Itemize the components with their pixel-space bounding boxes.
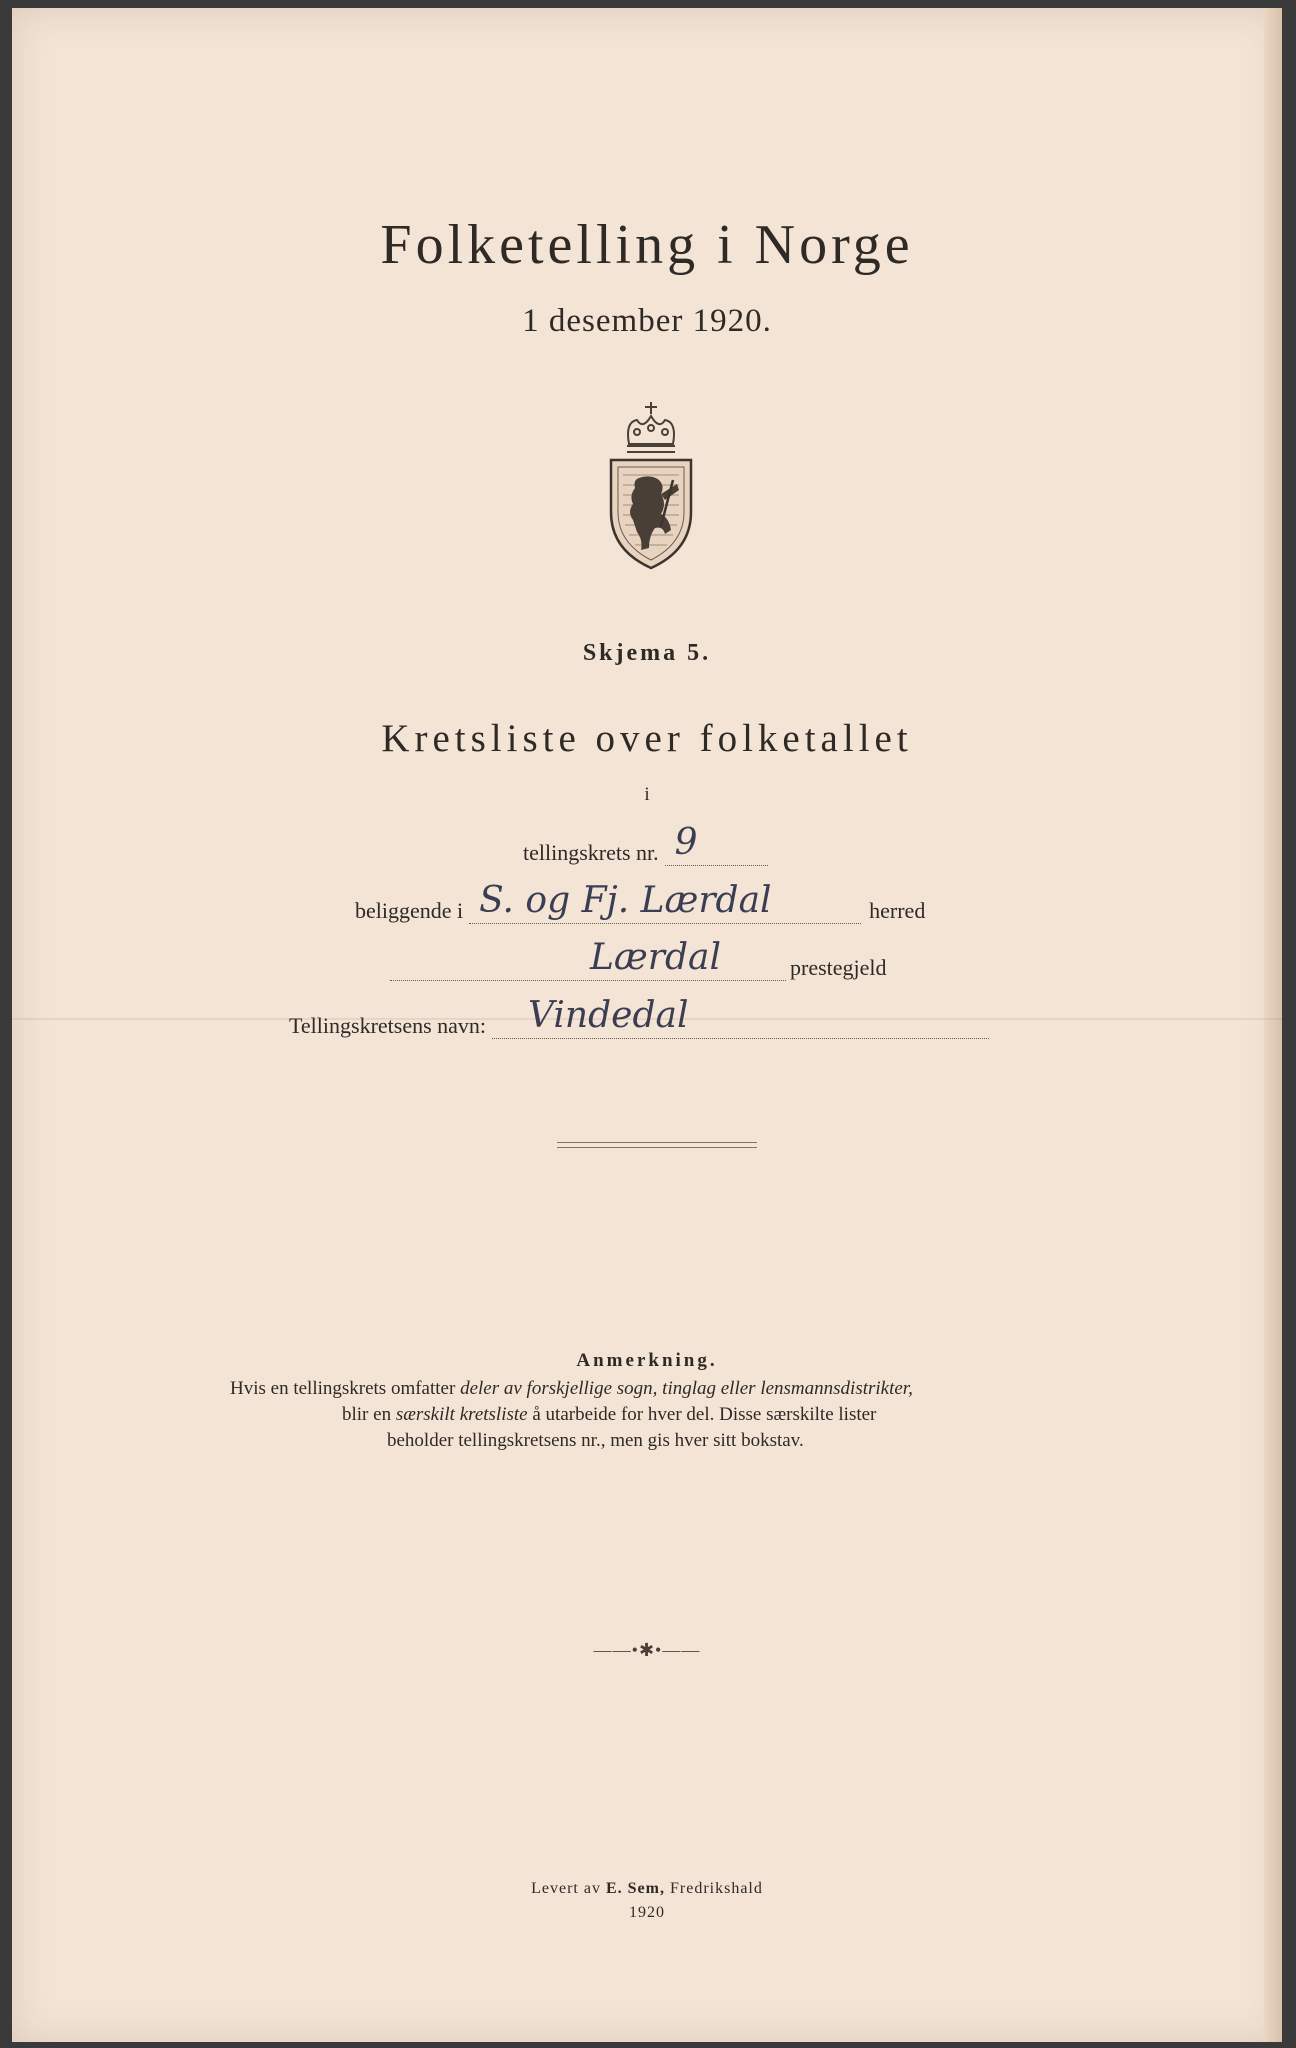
form-heading: Kretsliste over folketallet [381,717,913,760]
parish-value: Lærdal [590,937,721,978]
district-name-line [289,995,989,1039]
district-name-field [492,995,989,1039]
located-line [355,880,926,924]
district-number-value: 9 [674,822,698,863]
district-number-field [665,822,768,866]
census-date: 1 desember 1920. [522,303,772,339]
district-number-label: tellingskrets nr. [523,840,659,865]
note-line-3-text: beholder tellingskretsens nr., men gis hver sitt bokstav. [387,1430,804,1451]
divider-double-rule [557,1142,757,1148]
printer-prefix: Levert av [531,1880,601,1897]
printer-line [12,1880,1282,1898]
schema-number: Skjema 5. [582,640,712,666]
located-label: beliggende i [355,898,464,923]
located-value: S. og Fj. Lærdal [479,880,772,921]
note-line-2-text-a: blir en [342,1404,392,1425]
note-line-2-italic: særskilt kretsliste [395,1404,528,1425]
note-line-2 [342,1404,876,1426]
parish-line [390,937,887,981]
district-number-line [523,822,768,866]
district-name-label: Tellingskretsens navn: [289,1013,487,1038]
note-line-3 [387,1430,804,1452]
note-line-1 [230,1378,913,1400]
parish-label: prestegjeld [790,955,887,980]
parish-field [390,937,786,981]
note-line-1-italic: deler av forskjellige sogn, tinglag eller lensmannsdistrikter, [460,1378,913,1399]
printer-year: 1920 [629,1904,665,1921]
census-form-page [12,8,1282,2042]
district-name-value: Vindedal [528,995,689,1036]
note-line-1-text: Hvis en tellingskrets omfatter [230,1378,456,1399]
preposition-text: i [644,784,650,805]
ornament-divider: ——•✱•—— [593,1640,701,1660]
note-heading: Anmerkning. [576,1350,718,1371]
norwegian-coat-of-arms-icon [603,400,699,572]
printer-place: Fredrikshald [669,1880,763,1897]
document-title: Folketelling i Norge [380,214,914,276]
herred-label: herred [869,898,926,923]
note-line-2-text-b: å utarbeide for hver del. Disse særskilte lister [532,1404,877,1425]
located-field [469,880,861,924]
printer-name: E. Sem, [605,1880,665,1897]
